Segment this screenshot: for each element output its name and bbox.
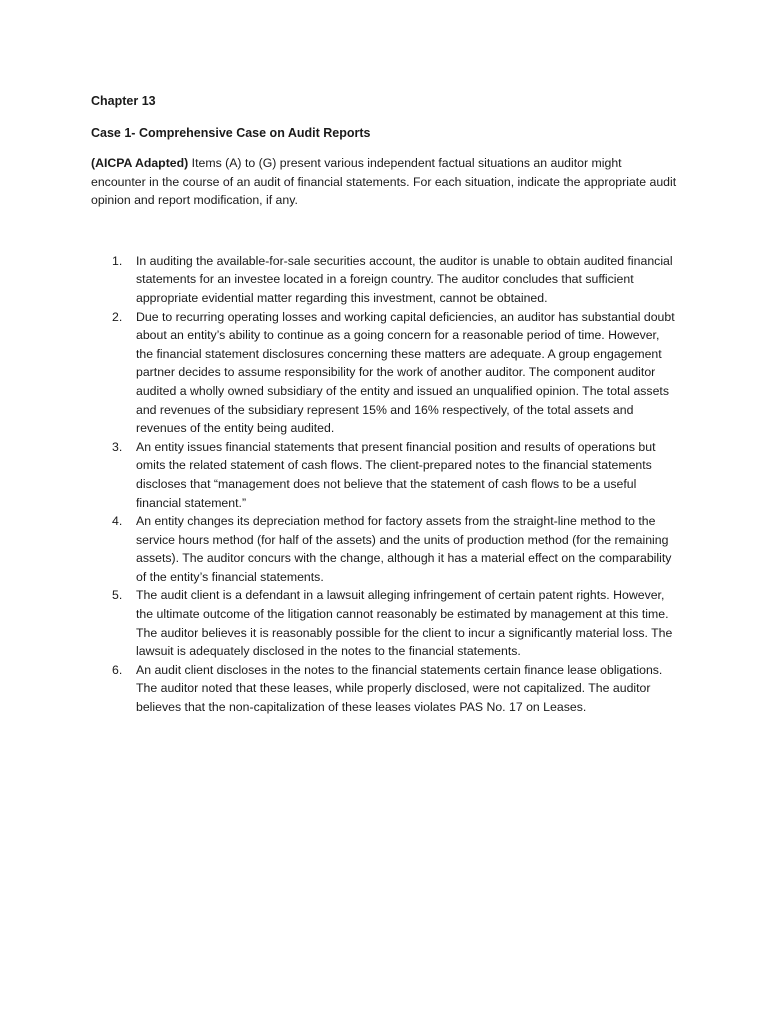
intro-text: Items (A) to (G) present various independent factual situations an auditor might encounter in the course of an audit of financial statements. For each situation, indicate the appropriate audit opinion and report modification, if any. <box>91 156 677 208</box>
list-item-text: The audit client is a defendant in a lawsuit alleging infringement of certain patent rights. However, the ultimate outcome of the litigation cannot reasonably be estimated by management at this time. The auditor believes it is reasonably possible for the client to incur a significantly material loss. The lawsuit is adequately disclosed in the notes to the financial statements. <box>136 588 673 659</box>
intro-lead: (AICPA Adapted) <box>91 156 189 170</box>
list-item-number: 5. <box>112 588 123 603</box>
list-item-text: Due to recurring operating losses and working capital deficiencies, an auditor has substantial doubt about an entity’s ability to continue as a going concern for a reasonable period of time. However, the financial statement disclosures concerning these matters are adequate. A group engagement partner decides to assume responsibility for the work of another auditor. The component auditor audited a wholly owned subsidiary of the entity and issued an unqualified opinion. The total assets and revenues of the subsidiary represent 15% and 16% respectively, of the total assets and revenues of the entity being audited. <box>136 309 675 436</box>
list-item-text: In auditing the available-for-sale securities account, the auditor is unable to obtain audited financial statements for an investee located in a foreign country. The auditor concludes that sufficient appropriate evidential matter regarding this investment, cannot be obtained. <box>136 253 673 305</box>
list-item <box>91 512 679 586</box>
list-item-text: An entity changes its depreciation method for factory assets from the straight-line method to the service hours method (for half of the assets) and the units of production method (for the remaining assets). The auditor concurs with the change, although it has a material effect on the comparability of the entity’s financial statements. <box>136 514 672 584</box>
case-title: Case 1- Comprehensive Case on Audit Reports <box>91 126 371 140</box>
list-item-number: 1. <box>112 253 123 268</box>
list-item-number: 6. <box>112 662 123 677</box>
document-page <box>91 92 679 717</box>
list-item-number: 4. <box>112 514 123 529</box>
situation-list <box>91 252 679 717</box>
list-item <box>91 661 679 717</box>
list-item-number: 2. <box>112 309 123 324</box>
list-item <box>91 586 679 660</box>
list-item-number: 3. <box>112 439 123 454</box>
list-item-text: An audit client discloses in the notes to the financial statements certain finance lease obligations. The auditor noted that these leases, while properly disclosed, were not capitalized. The auditor believes that the non-capitalization of these leases violates PAS No. 17 on Leases. <box>136 662 663 715</box>
list-item <box>91 308 679 438</box>
list-item <box>91 252 679 308</box>
chapter-heading: Chapter 13 <box>91 94 156 108</box>
intro-paragraph <box>91 154 679 210</box>
list-item <box>91 438 679 512</box>
list-item-text: An entity issues financial statements that present financial position and results of operations but omits the related statement of cash flows. The client-prepared notes to the financial statements discloses that “management does not believe that the statement of cash flows to be a useful financial statement.” <box>136 439 656 510</box>
